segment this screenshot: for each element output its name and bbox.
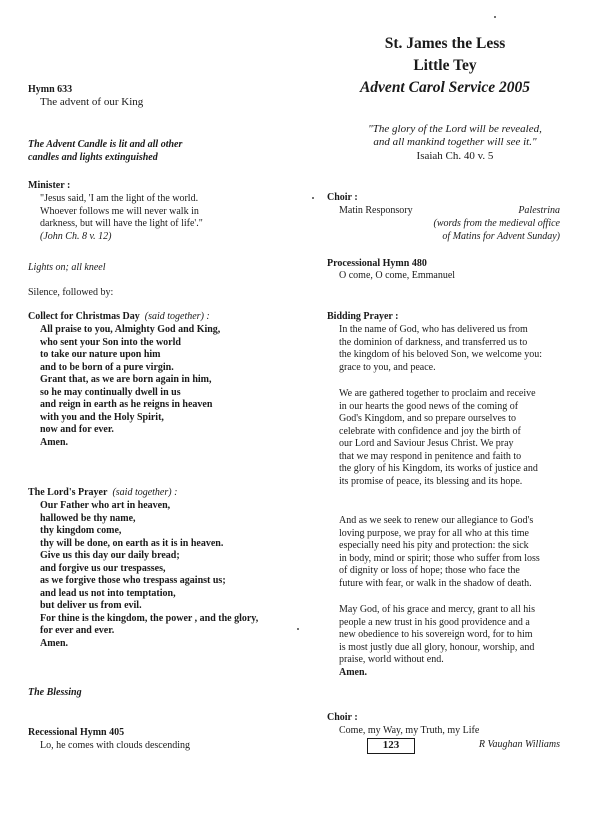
bidding-line: in body, mind or spirit; those who suffer from loss: [339, 552, 540, 564]
prayer-line: as we forgive those who trespass against us;: [40, 575, 226, 586]
scan-speck: [297, 628, 299, 630]
bidding-paragraph-3: [339, 515, 540, 590]
lords-prayer-heading-row: [28, 487, 177, 500]
hymn-480-title: O come, O come, Emmanuel: [339, 270, 456, 281]
hymn-633-title: The advent of our King: [40, 96, 144, 108]
bidding-line: especially need his pity and protection: the sick: [339, 540, 529, 551]
collect-line: to take our nature upon him: [40, 349, 161, 360]
prayer-line: thy will be done, on earth as it is in heaven.: [40, 537, 224, 549]
minister-words: [40, 193, 203, 243]
bidding-line: that we may respond in penitence and faith to: [339, 450, 522, 462]
advent-candle-rubric: [28, 139, 182, 164]
collect-line: now and for ever.: [40, 424, 114, 435]
quote-line: and all mankind together will see it.": [373, 136, 537, 149]
choir-2-composer: R Vaughan Williams: [478, 739, 560, 750]
bidding-line: God's Kingdom, and so prepare ourselves to: [339, 413, 517, 424]
collect-line: Grant that, as we are born again in him,: [40, 374, 212, 385]
collect-line: and to be born of a pure virgin.: [40, 361, 174, 373]
epigraph-quote: [340, 123, 570, 150]
prayer-line: hallowed be thy name,: [40, 512, 136, 524]
bidding-line: the dominion of darkness, and transferred us to: [339, 336, 528, 348]
bidding-line: the glory of his Kingdom, its works of justice and: [339, 463, 538, 474]
prayer-line: for ever and ever.: [40, 625, 115, 636]
lights-on-rubric: Lights on; all kneel: [28, 262, 106, 273]
bidding-line: new obedience to his sovereign word, for to him: [339, 629, 533, 640]
prayer-line: For thine is the kingdom, the power , and the glory,: [40, 612, 259, 624]
minister-line: "Jesus said, 'I am the light of the world.: [40, 193, 199, 204]
choir-1-composer: Palestrina: [518, 205, 560, 216]
bidding-line: And as we seek to renew our allegiance to God's: [339, 515, 534, 526]
lords-prayer-heading: The Lord's Prayer: [28, 487, 108, 498]
collect-line: All praise to you, Almighty God and King,: [40, 324, 221, 335]
lords-prayer-text: [40, 500, 258, 650]
collect-heading-row: [28, 311, 210, 324]
rubric-line: candles and lights extinguished: [28, 151, 158, 163]
quote-line: "The glory of the Lord will be revealed,: [368, 123, 542, 135]
bidding-line: people a new trust in his good providence and a: [339, 616, 530, 628]
bidding-line: is most justly due all glory, honour, worship, and: [339, 641, 535, 653]
bidding-paragraph-4: [339, 604, 535, 679]
choir-1-heading: Choir :: [327, 192, 358, 203]
bidding-paragraph-1: [339, 324, 542, 374]
hymn-633-heading: Hymn 633: [28, 84, 73, 95]
rubric-line: The Advent Candle is lit and all other: [28, 139, 183, 150]
choir-1-source-note: [380, 218, 560, 243]
bidding-line: loving purpose, we pray for all who at this time: [339, 527, 529, 539]
collect-line: with you and the Holy Spirit,: [40, 411, 164, 423]
collect-line: who sent your Son into the world: [40, 336, 181, 348]
collect-amen: Amen.: [40, 436, 69, 448]
bidding-line: in our hearts the good news of the coming of: [339, 400, 519, 412]
choir-2-piece: Come, my Way, my Truth, my Life: [339, 725, 480, 736]
hymn-480-heading: Processional Hymn 480: [327, 258, 427, 269]
silence-rubric: Silence, followed by:: [28, 287, 114, 298]
prayer-line: Our Father who art in heaven,: [40, 500, 171, 511]
choir-1-piece: Matin Responsory: [339, 205, 413, 216]
prayer-line: thy kingdom come,: [40, 525, 122, 536]
bidding-line: future with fear, or walk in the shadow of death.: [339, 577, 532, 589]
prayer-line: and lead us not into temptation,: [40, 587, 176, 599]
service-title: Advent Carol Service 2005: [359, 79, 531, 96]
prayer-line: and forgive us our trespasses,: [40, 562, 166, 574]
blessing-heading: The Blessing: [28, 687, 82, 698]
church-name: St. James the Less: [384, 35, 506, 52]
minister-reference: (John Ch. 8 v. 12): [40, 230, 112, 242]
bidding-line: In the name of God, who has delivered us from: [339, 324, 528, 335]
bidding-prayer-heading: Bidding Prayer :: [327, 311, 399, 322]
bidding-line: praise, world without end.: [339, 654, 444, 665]
bidding-line: May God, of his grace and mercy, grant to all his: [339, 604, 535, 615]
minister-heading: Minister :: [28, 180, 71, 191]
note-line: of Matins for Advent Sunday): [442, 230, 560, 242]
minister-line: Whoever follows me will never walk in: [40, 205, 199, 217]
bidding-line: our Lord and Saviour Jesus Christ. We pray: [339, 438, 514, 449]
prayer-line: but deliver us from evil.: [40, 600, 142, 611]
collect-line: so he may continually dwell in us: [40, 386, 181, 398]
recessional-title: Lo, he comes with clouds descending: [40, 740, 190, 751]
minister-line: darkness, but will have the light of life'.": [40, 218, 203, 229]
scan-speck: [312, 197, 314, 199]
scan-speck: [494, 16, 496, 18]
bidding-line: We are gathered together to proclaim and receive: [339, 388, 536, 399]
prayer-line: Give us this day our daily bread;: [40, 550, 180, 561]
collect-heading: Collect for Christmas Day: [28, 311, 140, 322]
bidding-amen: Amen.: [339, 666, 368, 678]
bidding-line: the kingdom of his beloved Son, we welcome you:: [339, 349, 543, 360]
collect-note: (said together) :: [144, 311, 210, 322]
collect-text: [40, 324, 220, 449]
bidding-paragraph-2: [339, 388, 538, 488]
quote-reference: Isaiah Ch. 40 v. 5: [416, 150, 494, 162]
parish-name: Little Tey: [413, 57, 477, 74]
bidding-line: grace to you, and peace.: [339, 361, 436, 373]
lords-prayer-note: (said together) :: [112, 487, 178, 498]
bidding-line: its promise of peace, its blessing and its hope.: [339, 475, 523, 487]
recessional-heading: Recessional Hymn 405: [28, 727, 125, 738]
collect-line: and reign in earth as he reigns in heaven: [40, 399, 213, 410]
bidding-line: of dignity or loss of hope; those who face the: [339, 565, 520, 576]
bidding-line: celebrate with confidence and joy the birth of: [339, 425, 521, 437]
hymnbook-number-box: 123: [367, 738, 415, 754]
note-line: (words from the medieval office: [433, 218, 560, 229]
choir-2-heading: Choir :: [327, 712, 358, 723]
prayer-amen: Amen.: [40, 637, 69, 649]
